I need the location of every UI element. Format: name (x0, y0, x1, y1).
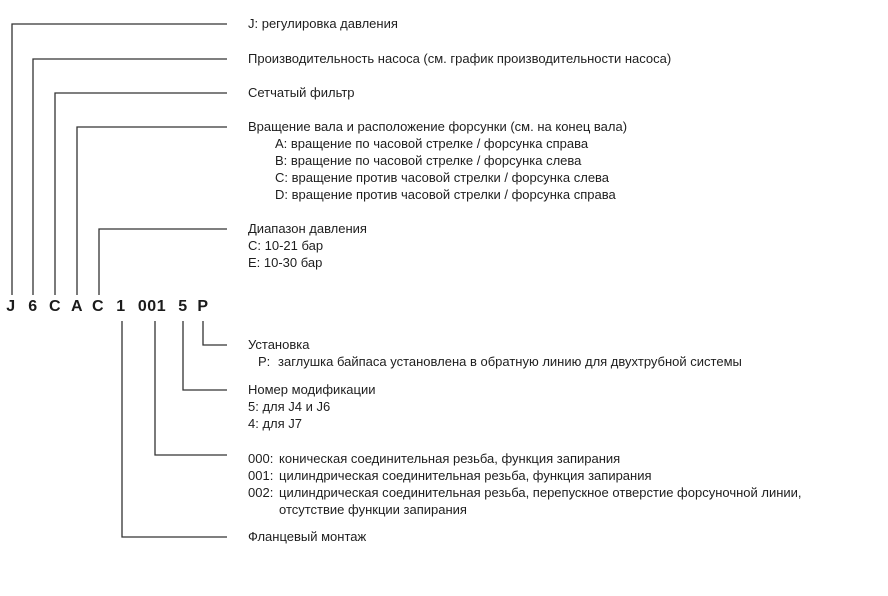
code-char-strainer: C (48, 298, 62, 315)
callout-title: Вращение вала и расположение форсунки (см. на конец вала) (248, 119, 628, 134)
shaft-rotation-option: D: вращение против часовой стрелки / форсунка справа (275, 187, 616, 202)
code-char-pump-capacity: 6 (28, 298, 38, 315)
thread-type-item (248, 450, 878, 467)
shaft-rotation-option: A: вращение по часовой стрелке / форсунка справа (275, 136, 589, 151)
connector-pump-capacity (33, 59, 227, 295)
pressure-range-option: C: 10-21 бар (248, 238, 324, 253)
installation-option (248, 353, 878, 370)
callout-flange-mounting (248, 528, 878, 545)
callout-shaft-rotation (248, 118, 878, 203)
callout-title: Сетчатый фильтр (248, 85, 355, 100)
thread-type-desc: коническая соединительная резьба, функция запирания (279, 451, 621, 466)
shaft-rotation-option: B: вращение по часовой стрелке / форсунка слева (275, 153, 582, 168)
installation-option-desc: заглушка байпаса установлена в обратную линию для двухтрубной системы (278, 354, 742, 369)
thread-type-item (248, 467, 878, 484)
code-char-installation: P (197, 298, 209, 315)
connector-modification-number (183, 321, 227, 390)
modification-option: 4: для J7 (248, 416, 303, 431)
connector-pressure-range (99, 229, 227, 295)
callout-pressure-range (248, 220, 878, 271)
modification-option: 5: для J4 и J6 (248, 399, 331, 414)
pressure-range-option: E: 10-30 бар (248, 255, 323, 270)
thread-type-code: 001: (248, 468, 274, 483)
connector-pressure-regulation (12, 24, 227, 295)
callout-title: Диапазон давления (248, 221, 367, 236)
callout-strainer (248, 84, 878, 101)
callout-pump-capacity (248, 50, 878, 67)
code-char-pressure-regulation: J (6, 298, 16, 315)
callout-title: J: регулировка давления (248, 16, 398, 31)
callout-title: Номер модификации (248, 382, 376, 397)
code-char-flange-mounting: 1 (116, 298, 126, 315)
thread-type-code: 002: (248, 485, 274, 500)
code-char-shaft-rotation: A (70, 298, 84, 315)
callout-title: Фланцевый монтаж (248, 529, 367, 544)
callout-modification-number (248, 381, 878, 432)
callout-pressure-regulation (248, 15, 878, 32)
code-char-modification-number: 5 (178, 298, 188, 315)
connector-thread-type (155, 321, 227, 455)
thread-type-item (248, 484, 878, 518)
code-char-thread-type: 001 (137, 298, 167, 315)
model-code (0, 298, 240, 316)
connector-installation (203, 321, 227, 345)
callout-thread-type (248, 450, 878, 518)
connector-flange-mounting (122, 321, 227, 537)
installation-option-code: P: (258, 354, 271, 369)
shaft-rotation-option: C: вращение против часовой стрелки / форсунка слева (275, 170, 610, 185)
callout-installation (248, 336, 878, 370)
thread-type-desc: цилиндрическая соединительная резьба, функция запирания (279, 468, 652, 483)
thread-type-desc: цилиндрическая соединительная резьба, перепускное отверстие форсуночной линии, отсутствие функции запирания (279, 485, 802, 517)
callout-title: Производительность насоса (см. график производительности насоса) (248, 51, 672, 66)
thread-type-code: 000: (248, 451, 274, 466)
connector-strainer (55, 93, 227, 295)
callout-title: Установка (248, 337, 310, 352)
code-char-pressure-range: C (91, 298, 105, 315)
